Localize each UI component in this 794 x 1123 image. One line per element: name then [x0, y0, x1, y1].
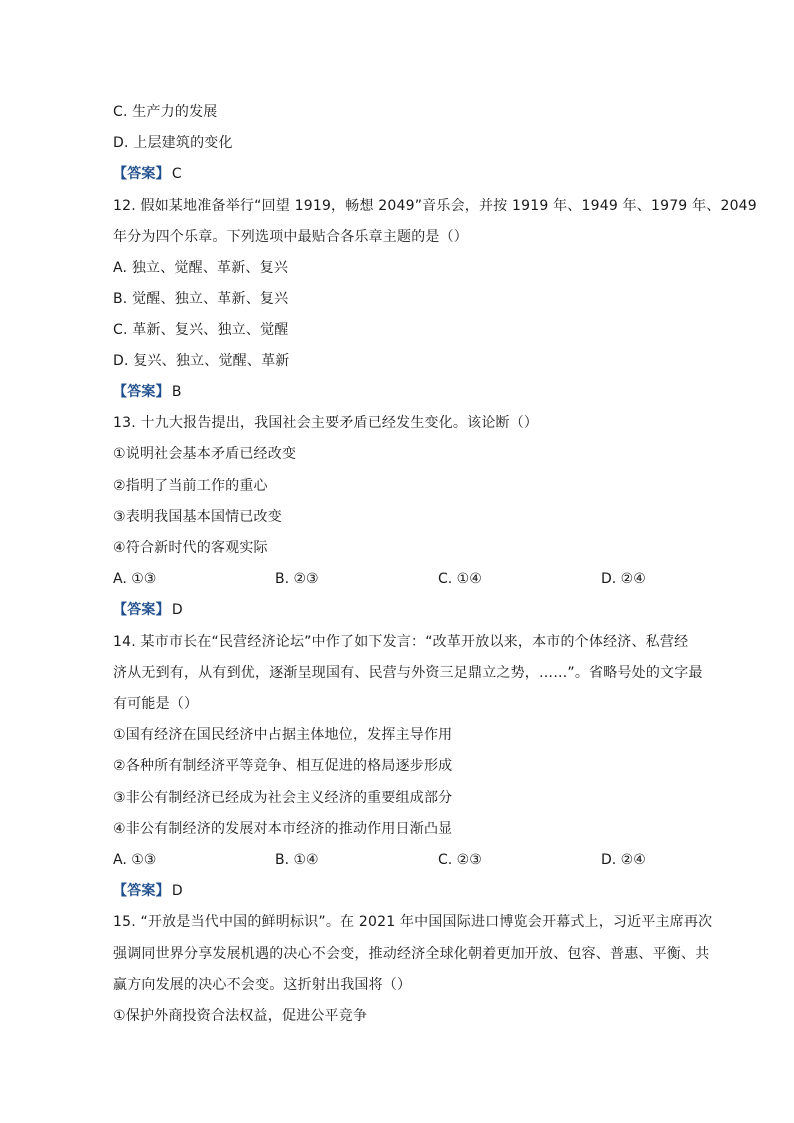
q11-answer [113, 164, 182, 184]
q14-stem-line1: 14. 某市市长在“民营经济论坛”中作了如下发言：“改革开放以来，本市的个体经济、私营经 [113, 634, 689, 650]
q14-opt-c: C. ②③ [438, 852, 482, 868]
q14-item4: ④非公有制经济的发展对本市经济的推动作用日渐凸显 [113, 821, 453, 837]
q11-option-d: D. 上层建筑的变化 [113, 135, 233, 151]
q14-item3: ③非公有制经济已经成为社会主义经济的重要组成部分 [113, 790, 453, 806]
q13-opt-a: A. ①③ [113, 571, 157, 587]
q13-opt-b: B. ②③ [275, 571, 319, 587]
q13-item2: ②指明了当前工作的重心 [113, 478, 268, 494]
q12-stem-line2: 年分为四个乐章。下列选项中最贴合各乐章主题的是（） [113, 229, 468, 245]
q14-answer [113, 881, 183, 901]
q13-stem: 13. 十九大报告提出，我国社会主要矛盾已经发生变化。该论断（） [113, 415, 539, 431]
q12-option-c: C. 革新、复兴、独立、觉醒 [113, 322, 289, 338]
q14-opt-d: D. ②④ [601, 852, 646, 868]
q15-stem-line1: 15. “开放是当代中国的鲜明标识”。在 2021 年中国国际进口博览会开幕式上，习近平主席再次 [113, 914, 713, 930]
q15-stem-line2: 强调同世界分享发展机遇的决心不会变，推动经济全球化朝着更加开放、包容、普惠、平衡、共 [113, 946, 710, 962]
answer-label: 【答案】 [113, 166, 170, 182]
answer-value: B [171, 384, 182, 400]
q12-stem-line1: 12. 假如某地准备举行“回望 1919，畅想 2049”音乐会，并按 1919 年、1949 年、1979 年、2049 [113, 198, 757, 214]
q13-opt-d: D. ②④ [601, 571, 646, 587]
answer-label: 【答案】 [113, 883, 170, 899]
q14-stem-line3: 有可能是（） [113, 696, 199, 712]
q15-item1: ①保护外商投资合法权益，促进公平竞争 [113, 1008, 368, 1024]
q13-opt-c: C. ①④ [438, 571, 482, 587]
q12-option-a: A. 独立、觉醒、革新、复兴 [113, 260, 289, 276]
q13-item4: ④符合新时代的客观实际 [113, 540, 268, 556]
q14-item2: ②各种所有制经济平等竞争、相互促进的格局逐步形成 [113, 758, 453, 774]
q15-stem-line3: 赢方向发展的决心不会变。这折射出我国将（） [113, 977, 412, 993]
q11-option-c: C. 生产力的发展 [113, 104, 218, 120]
q14-opt-b: B. ①④ [275, 852, 319, 868]
answer-value: D [171, 883, 183, 899]
q13-answer [113, 600, 183, 620]
q13-item3: ③表明我国基本国情已改变 [113, 509, 282, 525]
answer-label: 【答案】 [113, 384, 170, 400]
q12-option-b: B. 觉醒、独立、革新、复兴 [113, 291, 289, 307]
q12-answer [113, 382, 182, 402]
q14-item1: ①国有经济在国民经济中占据主体地位，发挥主导作用 [113, 727, 453, 743]
q14-stem-line2: 济从无到有，从有到优，逐渐呈现国有、民营与外资三足鼎立之势，……”。省略号处的文字最 [113, 665, 703, 681]
q12-option-d: D. 复兴、独立、觉醒、革新 [113, 353, 290, 369]
answer-value: D [171, 602, 183, 618]
q14-opt-a: A. ①③ [113, 852, 157, 868]
answer-value: C [171, 166, 182, 182]
q13-item1: ①说明社会基本矛盾已经改变 [113, 446, 297, 462]
answer-label: 【答案】 [113, 602, 170, 618]
